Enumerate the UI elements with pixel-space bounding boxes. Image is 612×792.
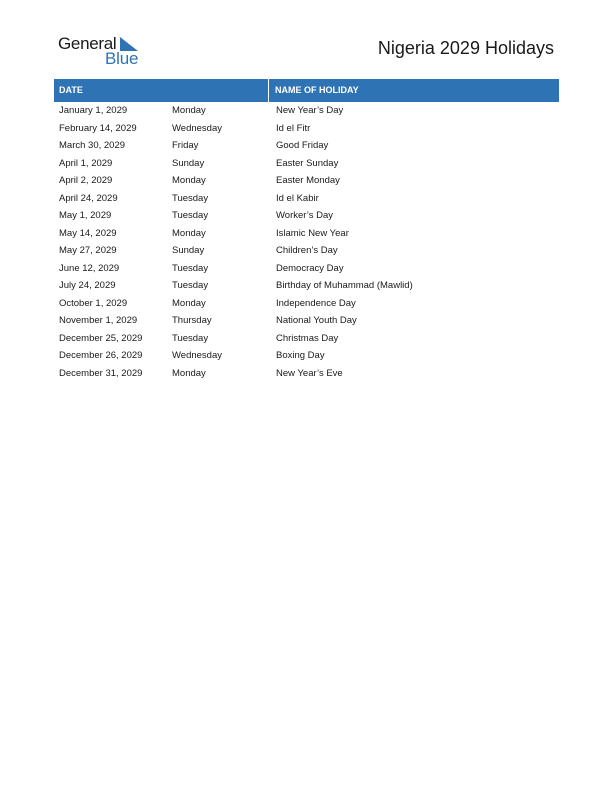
table-row bbox=[54, 120, 559, 138]
table-row bbox=[54, 137, 559, 155]
table-row bbox=[54, 295, 559, 313]
holiday-name: Birthday of Muhammad (Mawlid) bbox=[276, 280, 413, 291]
holiday-name: Independence Day bbox=[276, 297, 356, 309]
holiday-date: December 31, 2029 bbox=[59, 367, 143, 379]
holiday-name: Islamic New Year bbox=[276, 227, 349, 239]
holiday-date: October 1, 2029 bbox=[59, 297, 128, 309]
holiday-date: January 1, 2029 bbox=[59, 105, 128, 116]
holiday-date: April 24, 2029 bbox=[59, 192, 118, 204]
holiday-name: New Year’s Day bbox=[276, 105, 344, 116]
holiday-date: November 1, 2029 bbox=[59, 315, 138, 326]
holiday-name: Id el Fitr bbox=[276, 122, 311, 134]
holiday-date: May 1, 2029 bbox=[59, 210, 112, 221]
holiday-table bbox=[54, 79, 559, 382]
page-title: Nigeria 2029 Holidays bbox=[377, 38, 554, 58]
holiday-weekday: Tuesday bbox=[172, 210, 209, 221]
holiday-weekday: Wednesday bbox=[172, 350, 222, 361]
holiday-name: Children’s Day bbox=[276, 245, 338, 256]
table-row bbox=[54, 242, 559, 260]
holiday-name: National Youth Day bbox=[276, 315, 357, 326]
holiday-weekday: Wednesday bbox=[172, 122, 222, 134]
logo bbox=[58, 34, 148, 68]
table-row bbox=[54, 260, 559, 278]
holiday-weekday: Sunday bbox=[172, 245, 205, 256]
holiday-name: Boxing Day bbox=[276, 350, 325, 361]
table-row bbox=[54, 277, 559, 295]
holiday-date: March 30, 2029 bbox=[59, 140, 126, 151]
holiday-name: Id el Kabir bbox=[276, 192, 319, 204]
table-row bbox=[54, 155, 559, 173]
holiday-weekday: Monday bbox=[172, 105, 206, 116]
holiday-date: December 25, 2029 bbox=[59, 332, 143, 344]
holiday-weekday: Monday bbox=[172, 227, 206, 239]
holiday-name: Christmas Day bbox=[276, 332, 339, 344]
holiday-weekday: Friday bbox=[172, 140, 199, 151]
holiday-name: Worker’s Day bbox=[276, 210, 334, 221]
table-row bbox=[54, 172, 559, 190]
table-row bbox=[54, 102, 559, 120]
holiday-weekday: Tuesday bbox=[172, 192, 209, 204]
holiday-date: April 2, 2029 bbox=[59, 175, 113, 186]
table-row bbox=[54, 365, 559, 383]
holiday-name: New Year’s Eve bbox=[276, 367, 343, 379]
holiday-date: April 1, 2029 bbox=[59, 157, 113, 169]
column-header-holiday-name: NAME OF HOLIDAY bbox=[275, 85, 359, 95]
table-row bbox=[54, 225, 559, 243]
holiday-weekday: Tuesday bbox=[172, 280, 209, 291]
holiday-weekday: Tuesday bbox=[172, 332, 209, 344]
holiday-name: Democracy Day bbox=[276, 262, 344, 274]
table-row bbox=[54, 312, 559, 330]
holiday-name: Easter Monday bbox=[276, 175, 340, 186]
table-header bbox=[54, 79, 559, 102]
logo-text-general: General bbox=[58, 34, 117, 53]
table-row bbox=[54, 207, 559, 225]
logo-text-blue: Blue bbox=[105, 49, 139, 68]
holiday-date: July 24, 2029 bbox=[59, 280, 116, 291]
holiday-weekday: Monday bbox=[172, 367, 206, 379]
holiday-name: Good Friday bbox=[276, 140, 329, 151]
holiday-name: Easter Sunday bbox=[276, 157, 339, 169]
holiday-date: May 27, 2029 bbox=[59, 245, 117, 256]
holiday-date: February 14, 2029 bbox=[59, 122, 137, 134]
holiday-weekday: Monday bbox=[172, 297, 206, 309]
holiday-weekday: Tuesday bbox=[172, 262, 209, 274]
holiday-weekday: Monday bbox=[172, 175, 206, 186]
table-row bbox=[54, 330, 559, 348]
holiday-weekday: Thursday bbox=[172, 315, 212, 326]
table-body bbox=[54, 102, 559, 382]
table-row bbox=[54, 190, 559, 208]
holiday-date: June 12, 2029 bbox=[59, 262, 120, 274]
holiday-weekday: Sunday bbox=[172, 157, 205, 169]
column-header-date: DATE bbox=[54, 79, 269, 102]
holiday-date: May 14, 2029 bbox=[59, 227, 117, 239]
holiday-date: December 26, 2029 bbox=[59, 350, 143, 361]
table-row bbox=[54, 347, 559, 365]
